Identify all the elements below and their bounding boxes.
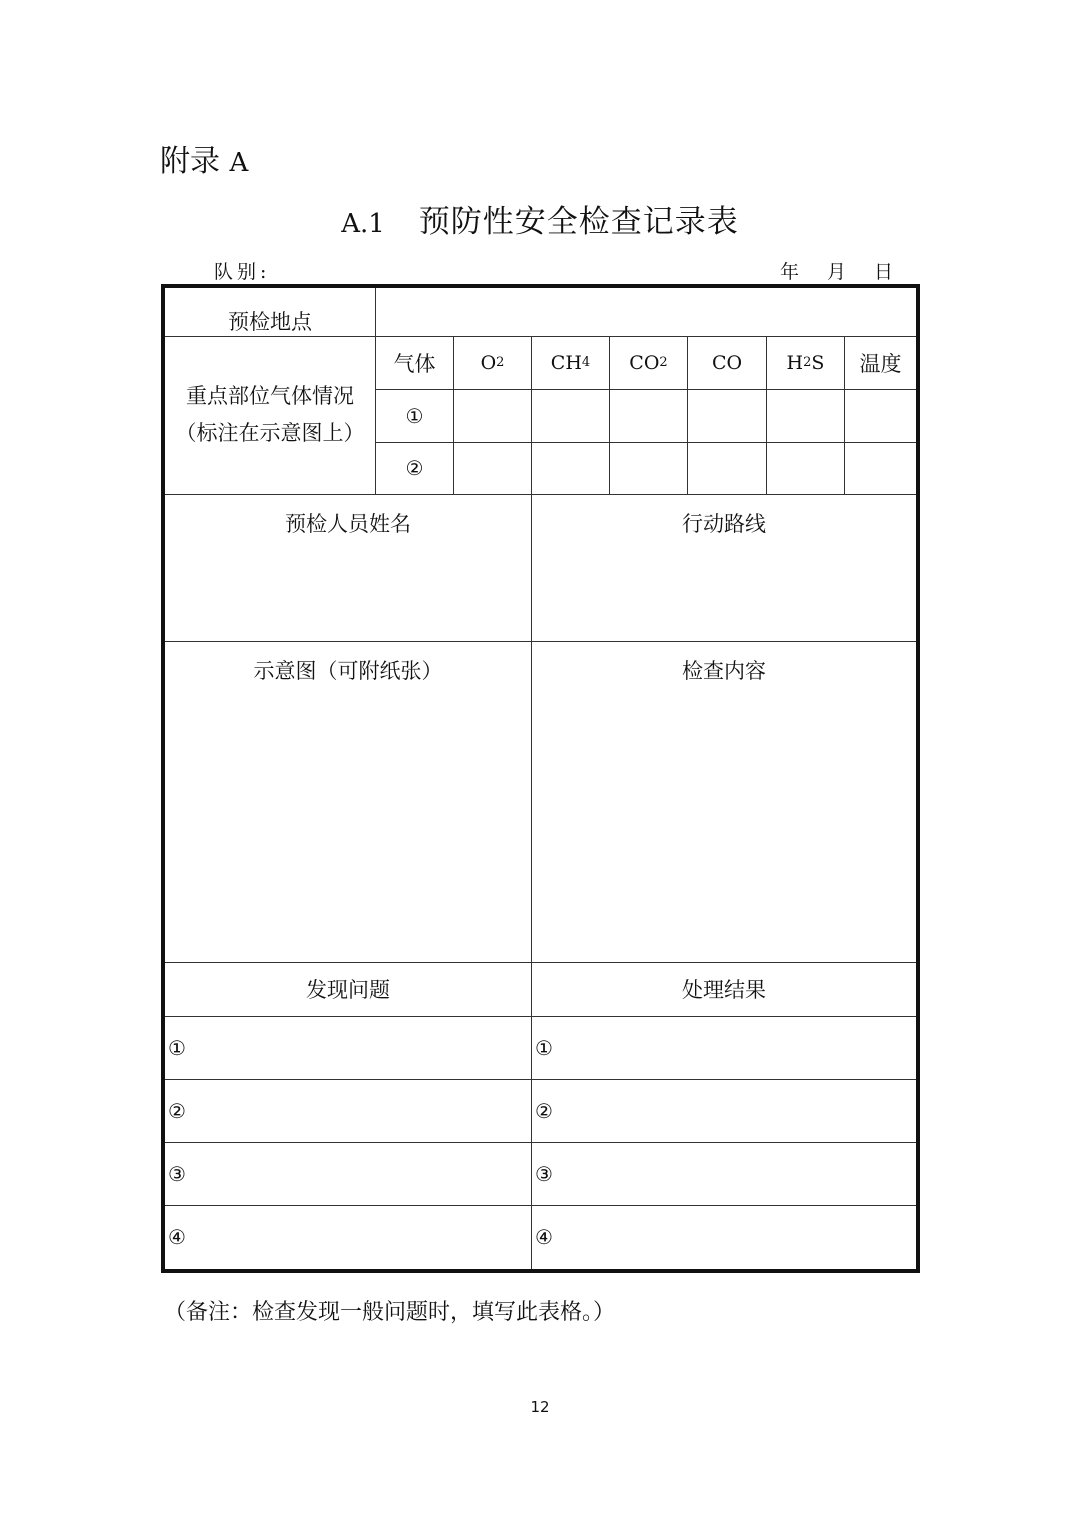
title-text: 预防性安全检查记录表 [418,204,739,240]
gas-row-2-label: ② [405,456,424,480]
issue-row-1: ① [168,1035,186,1060]
page-number: 12 [530,1398,550,1416]
result-row-3: ③ [535,1161,553,1186]
result-row-4: ④ [535,1225,553,1249]
gas-col-ch4: CH 4 [550,351,591,374]
gas-col-co: CO [711,351,743,374]
result-row-2: ② [535,1098,553,1123]
date-year: 年 [780,261,800,283]
date-fields [780,257,893,284]
appendix-label: 附录 [160,144,220,179]
diagram-label: 示意图（可附纸张） [253,659,443,683]
gas-col-header: 气体 [393,351,436,376]
page-title [0,196,1080,241]
handling-results-label: 处理结果 [682,978,766,1002]
gas-row-1-label: ① [405,403,424,428]
date-month: 月 [827,261,847,283]
gas-section-label [165,336,375,494]
date-day: 日 [874,261,894,283]
inspection-form [161,284,920,1273]
result-row-1: ① [535,1035,553,1060]
issue-row-2: ② [168,1098,186,1123]
inspector-name-label: 预检人员姓名 [285,512,411,536]
gas-col-h2s: H 2 S [786,351,825,374]
team-label: 队别: [214,261,271,283]
appendix-heading [160,136,248,180]
issue-row-3: ③ [168,1161,186,1186]
gas-section-label-line2: （标注在示意图上） [175,421,365,445]
issue-row-4: ④ [168,1225,186,1249]
inspection-content-label: 检查内容 [682,659,766,683]
gas-section-label-line1: 重点部位气体情况 [186,384,354,408]
title-number: A.1 [341,209,385,239]
gas-col-co2: CO 2 [629,351,668,374]
location-field[interactable] [376,288,916,336]
route-label: 行动路线 [682,512,766,536]
location-label: 预检地点 [228,310,312,334]
issues-found-label: 发现问题 [306,978,390,1002]
gas-col-o2: O 2 [480,351,505,374]
footnote: （备注：检查发现一般问题时，填写此表格。） [164,1300,616,1325]
appendix-letter: A [229,148,249,178]
temp-col-header: 温度 [859,351,902,376]
